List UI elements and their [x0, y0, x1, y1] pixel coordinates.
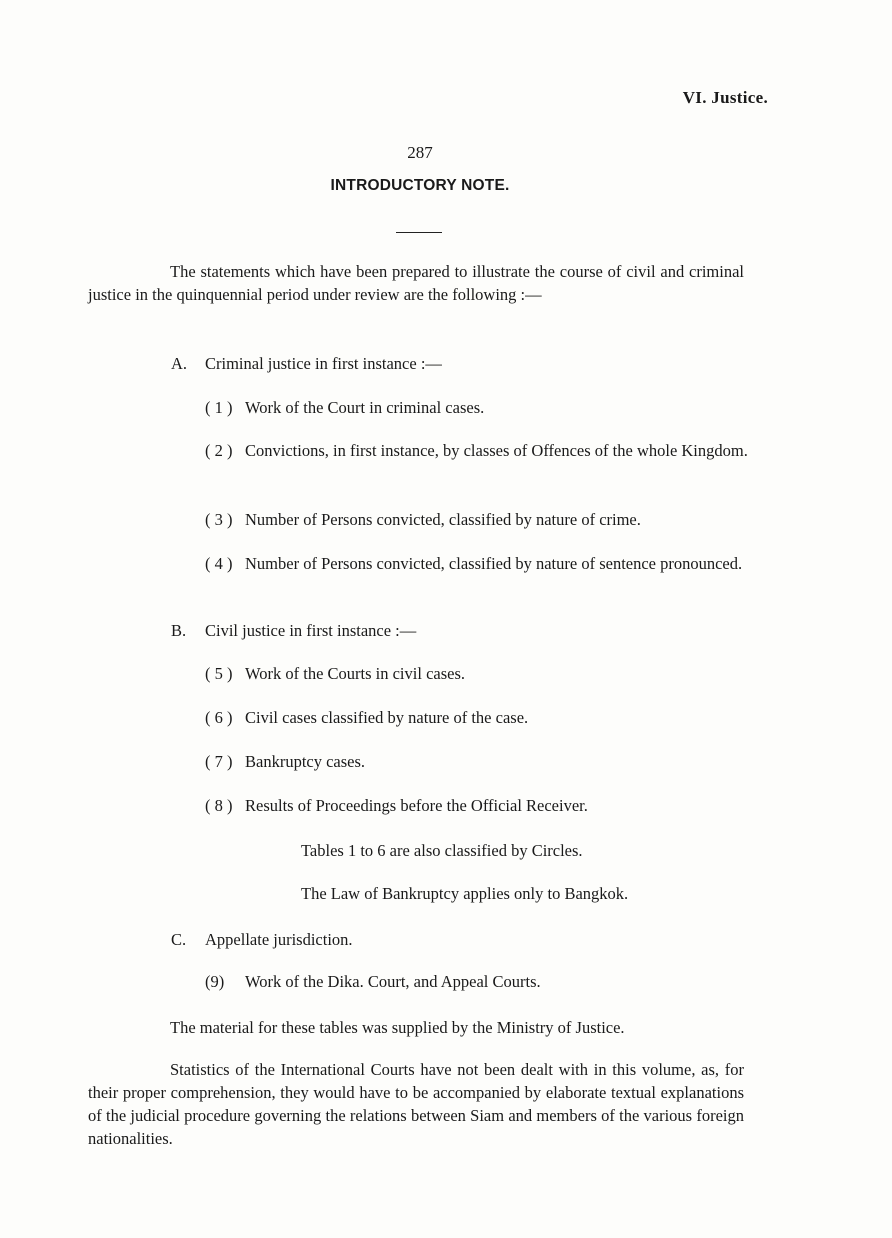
item-number: ( 1 ): [205, 398, 233, 417]
section-letter: B.: [171, 621, 187, 640]
item-number: ( 3 ): [205, 510, 233, 529]
list-item: [205, 508, 785, 531]
item-text: Number of Persons convicted, classified by nature of crime.: [245, 510, 641, 529]
list-item: [205, 794, 785, 817]
closing-paragraph: Statistics of the International Courts have not been dealt with in this volume, as, for their proper comprehension, they would have to be accompanied by elaborate textual explanations of the judicial procedure governing the relations between Siam and members of the various foreign nationalities.: [88, 1060, 744, 1148]
item-text: Work of the Courts in civil cases.: [245, 664, 466, 683]
list-item: [205, 750, 785, 773]
intro-paragraph: The statements which have been prepared to illustrate the course of civil and criminal justice in the quinquennial period under review are the following :—: [88, 262, 744, 304]
item-number: ( 8 ): [205, 796, 233, 815]
bankruptcy-note: The Law of Bankruptcy applies only to Bangkok.: [301, 884, 629, 903]
section-b-heading: [171, 619, 416, 642]
item-text: Convictions, in first instance, by classes of Offences of the whole Kingdom.: [245, 441, 748, 460]
item-number: ( 2 ): [205, 441, 233, 460]
list-item: [205, 706, 785, 729]
material-paragraph: The material for these tables was supplied by the Ministry of Justice.: [170, 1018, 625, 1037]
item-number: (9): [205, 972, 225, 991]
item-text: Number of Persons convicted, classified by nature of sentence pronounced.: [245, 554, 743, 573]
section-a-heading: [171, 352, 442, 375]
item-number: ( 7 ): [205, 752, 233, 771]
item-number: ( 4 ): [205, 554, 233, 573]
page-title: INTRODUCTORY NOTE.: [330, 177, 510, 194]
item-text: Bankruptcy cases.: [245, 752, 366, 771]
item-number: ( 5 ): [205, 664, 233, 683]
list-item: [205, 970, 785, 993]
circles-note: Tables 1 to 6 are also classified by Circles.: [301, 841, 583, 860]
list-item: [205, 552, 785, 575]
running-head: VI. Justice.: [682, 88, 768, 107]
item-text: Work of the Dika. Court, and Appeal Courts.: [245, 972, 541, 991]
section-letter: C.: [171, 930, 187, 949]
list-item: [205, 396, 785, 419]
item-number: ( 6 ): [205, 708, 233, 727]
item-text: Results of Proceedings before the Official Receiver.: [245, 796, 588, 815]
section-c-heading: [171, 928, 353, 951]
item-text: Work of the Court in criminal cases.: [245, 398, 485, 417]
title-divider: [396, 232, 442, 233]
section-letter: A.: [171, 354, 188, 373]
page-number: 287: [407, 143, 433, 162]
list-item: [205, 439, 785, 462]
section-title: Criminal justice in first instance :—: [205, 354, 442, 373]
list-item: [205, 662, 785, 685]
item-text: Civil cases classified by nature of the case.: [245, 708, 529, 727]
section-title: Appellate jurisdiction.: [205, 930, 353, 949]
section-title: Civil justice in first instance :—: [205, 621, 417, 640]
